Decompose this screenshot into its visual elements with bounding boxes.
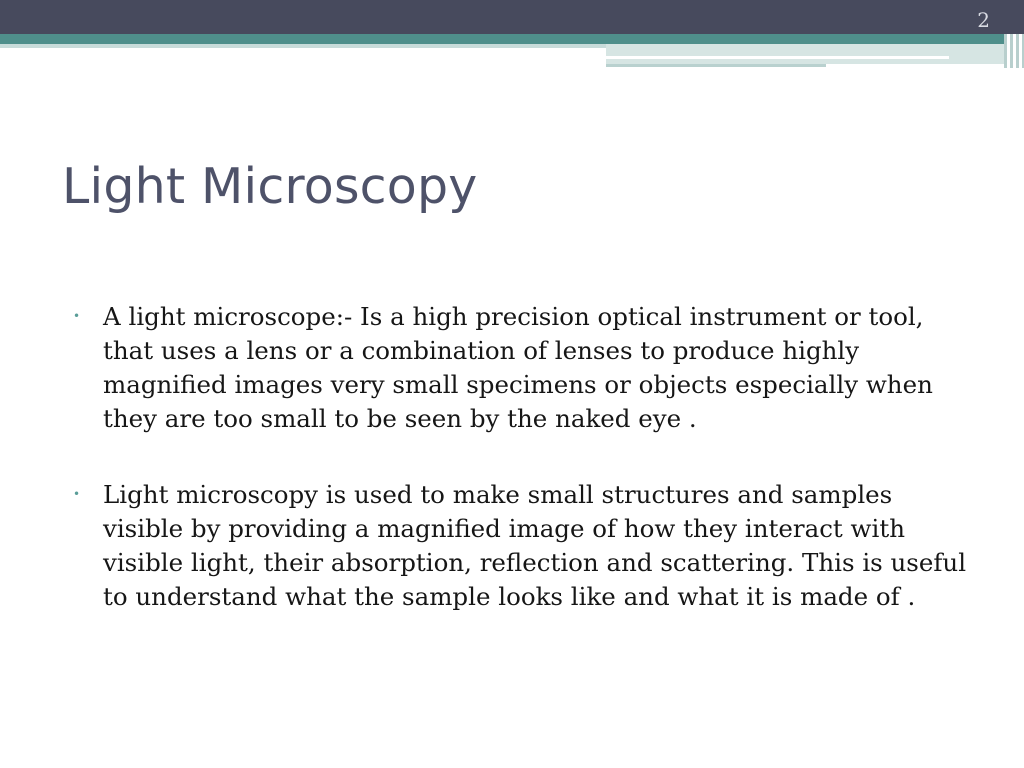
header-bar (0, 0, 1024, 34)
bullet-list (72, 300, 972, 656)
header-right-stripes (1004, 34, 1024, 68)
header-right-line (606, 56, 949, 59)
slide-title: Light Microscopy (62, 158, 478, 215)
slide-number: 2 (977, 8, 990, 32)
bullet-text: Light microscopy is used to make small structures and samples visible by providing a magnified image of how they interact with visible light, their absorption, reflection and scattering. This is useful to understand what the sample looks like and what it is made of . (103, 480, 967, 611)
header-right-line-secondary (606, 64, 826, 67)
bullet-icon: • (73, 487, 81, 501)
header-accent-band (0, 34, 1024, 44)
bullet-item (72, 478, 972, 614)
bullet-text: A light microscope:- Is a high precision optical instrument or tool, that uses a lens or a combination of lenses to produce highly magnified images very small specimens or objects especially when they are too small to be seen by the naked eye . (103, 302, 933, 433)
header-right-band (606, 44, 1024, 64)
bullet-item (72, 300, 972, 436)
bullet-icon: • (73, 309, 81, 323)
